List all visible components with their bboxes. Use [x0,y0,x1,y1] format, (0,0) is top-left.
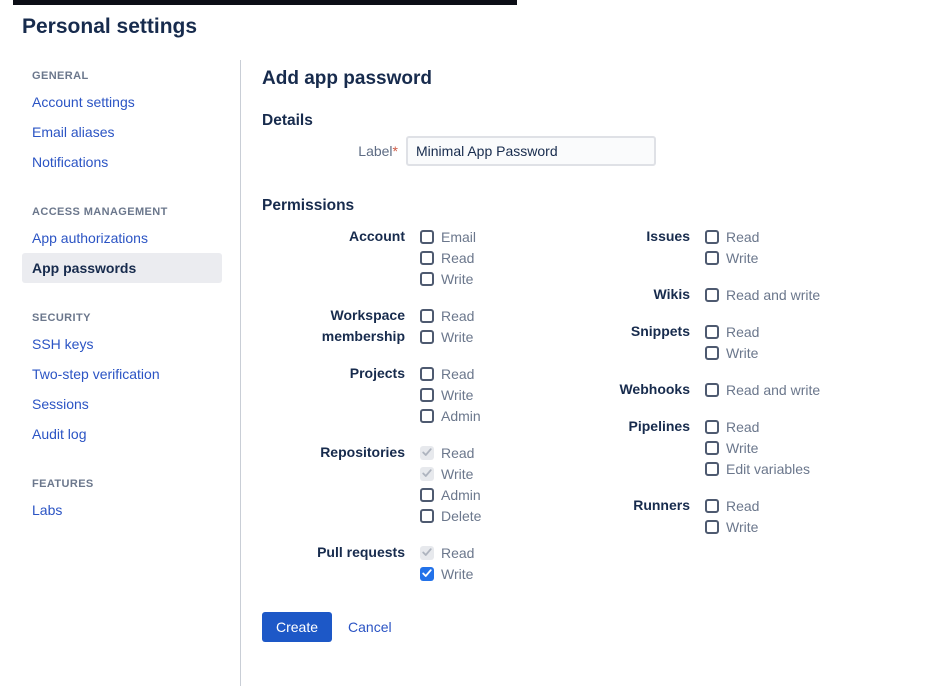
sidebar-item-notifications[interactable]: Notifications [32,154,109,170]
checkbox-checked[interactable] [420,567,434,581]
checkbox-unchecked[interactable] [420,251,434,265]
perm-option-pull-requests-write[interactable] [420,563,474,584]
checkbox-unchecked[interactable] [705,441,719,455]
perm-option-account-email[interactable] [420,226,476,247]
checkbox-checked-disabled[interactable] [420,467,434,481]
perm-options-issues [705,226,759,268]
perm-option-label: Read [726,323,760,340]
perm-group-repositories [262,442,558,526]
permissions-column-left [262,226,558,600]
perm-option-account-read[interactable] [420,247,476,268]
sidebar-section-title-general: GENERAL [32,70,89,82]
perm-option-wikis-read-and-write[interactable] [705,284,820,305]
label-input[interactable] [406,136,656,166]
perm-group-label-repositories: Repositories [320,444,405,460]
required-asterisk: * [392,143,398,159]
perm-option-projects-read[interactable] [420,363,481,384]
perm-options-webhooks [705,379,820,400]
perm-options-projects [420,363,481,426]
perm-options-pipelines [705,416,810,479]
label-text: Label [358,143,393,159]
label-form-row [262,136,656,166]
perm-option-label: Read [726,228,760,245]
perm-option-webhooks-read-and-write[interactable] [705,379,820,400]
perm-option-label: Delete [441,507,482,524]
perm-group-label-pull-requests: Pull requests [317,544,405,560]
perm-option-issues-read[interactable] [705,226,759,247]
permissions-heading: Permissions [262,197,355,214]
perm-group-runners [560,495,860,537]
perm-group-workspace-membership [262,305,558,347]
checkbox-unchecked[interactable] [705,383,719,397]
perm-option-label: Admin [441,486,481,503]
perm-options-pull-requests [420,542,474,584]
perm-group-projects [262,363,558,426]
perm-option-runners-read[interactable] [705,495,759,516]
perm-group-webhooks [560,379,860,400]
perm-group-pull-requests [262,542,558,584]
perm-option-label: Read and write [726,286,821,303]
perm-options-account [420,226,476,289]
permissions-column-right [560,226,860,553]
checkbox-unchecked[interactable] [420,330,434,344]
checkbox-unchecked[interactable] [705,346,719,360]
sidebar-item-app-authorizations[interactable]: App authorizations [32,230,148,246]
form-actions [262,612,392,642]
checkbox-unchecked[interactable] [420,509,434,523]
page-title: Personal settings [22,15,198,38]
top-artifact-bar [13,0,517,5]
perm-option-repositories-admin[interactable] [420,484,481,505]
perm-option-projects-admin[interactable] [420,405,481,426]
sidebar [22,61,222,525]
perm-option-label: Read [441,365,475,382]
sidebar-item-audit-log[interactable]: Audit log [32,426,87,442]
perm-option-pipelines-edit-variables[interactable] [705,458,810,479]
perm-option-label: Write [726,439,759,456]
sidebar-item-labs[interactable]: Labs [32,502,63,518]
perm-group-label-wikis: Wikis [653,286,690,302]
perm-group-label-webhooks: Webhooks [619,381,690,397]
sidebar-item-account-settings[interactable]: Account settings [32,94,135,110]
perm-option-snippets-read[interactable] [705,321,759,342]
perm-option-issues-write[interactable] [705,247,759,268]
perm-option-label: Read and write [726,381,821,398]
perm-option-projects-write[interactable] [420,384,481,405]
perm-option-repositories-read[interactable] [420,442,481,463]
checkbox-checked-disabled[interactable] [420,446,434,460]
checkbox-unchecked[interactable] [420,488,434,502]
checkbox-unchecked[interactable] [705,520,719,534]
checkbox-unchecked[interactable] [420,230,434,244]
perm-group-label-account: Account [349,228,405,244]
label-field-label [262,136,398,166]
perm-group-label-workspace-membership: Workspace membership [321,307,405,344]
perm-group-issues [560,226,860,268]
checkbox-unchecked[interactable] [705,462,719,476]
checkbox-unchecked[interactable] [705,288,719,302]
perm-option-label: Read [441,544,475,561]
perm-option-label: Write [441,270,474,287]
checkbox-unchecked[interactable] [420,309,434,323]
perm-option-pipelines-read[interactable] [705,416,810,437]
details-heading: Details [262,112,313,129]
checkbox-unchecked[interactable] [420,409,434,423]
perm-option-snippets-write[interactable] [705,342,759,363]
perm-group-label-pipelines: Pipelines [628,418,690,434]
cancel-link[interactable]: Cancel [348,619,392,635]
perm-option-label: Read [726,497,760,514]
perm-option-workspace-membership-read[interactable] [420,305,474,326]
perm-option-label: Write [441,328,474,345]
checkbox-unchecked[interactable] [420,272,434,286]
perm-option-repositories-write[interactable] [420,463,481,484]
sidebar-item-ssh-keys[interactable]: SSH keys [32,336,94,352]
main-title: Add app password [262,68,432,89]
checkbox-unchecked[interactable] [420,388,434,402]
perm-option-label: Write [441,565,474,582]
sidebar-item-email-aliases[interactable]: Email aliases [32,124,115,140]
perm-option-runners-write[interactable] [705,516,759,537]
perm-group-label-runners: Runners [633,497,690,513]
perm-option-account-write[interactable] [420,268,476,289]
perm-option-label: Read [726,418,760,435]
checkbox-unchecked[interactable] [420,367,434,381]
checkbox-checked-disabled[interactable] [420,546,434,560]
sidebar-item-two-step-verification[interactable]: Two-step verification [32,366,160,382]
perm-option-repositories-delete[interactable] [420,505,481,526]
perm-option-label: Write [726,344,759,361]
perm-option-label: Write [441,465,474,482]
perm-options-wikis [705,284,820,305]
checkbox-unchecked[interactable] [705,251,719,265]
checkbox-unchecked[interactable] [705,499,719,513]
perm-group-wikis [560,284,860,305]
perm-option-label: Admin [441,407,481,424]
perm-option-label: Read [441,444,475,461]
perm-option-workspace-membership-write[interactable] [420,326,474,347]
checkbox-unchecked[interactable] [705,420,719,434]
checkbox-unchecked[interactable] [705,325,719,339]
perm-option-label: Write [726,518,759,535]
perm-group-label-snippets: Snippets [630,323,690,339]
sidebar-section-title-security: SECURITY [32,312,91,324]
sidebar-section-title-access-management: ACCESS MANAGEMENT [32,206,168,218]
sidebar-item-app-passwords[interactable]: App passwords [22,253,222,283]
create-button[interactable]: Create [262,612,332,642]
perm-option-pipelines-write[interactable] [705,437,810,458]
perm-group-label-projects: Projects [349,365,405,381]
perm-option-label: Write [726,249,759,266]
sidebar-section-title-features: FEATURES [32,478,94,490]
checkbox-unchecked[interactable] [705,230,719,244]
perm-option-label: Read [441,249,475,266]
sidebar-item-sessions[interactable]: Sessions [32,396,89,412]
perm-group-account [262,226,558,289]
perm-options-runners [705,495,759,537]
perm-options-repositories [420,442,481,526]
perm-option-pull-requests-read[interactable] [420,542,474,563]
perm-option-label: Read [441,307,475,324]
perm-option-label: Edit variables [726,460,811,477]
perm-options-workspace-membership [420,305,474,347]
perm-group-pipelines [560,416,860,479]
sidebar-divider [240,60,241,686]
perm-option-label: Write [441,386,474,403]
perm-group-label-issues: Issues [646,228,690,244]
perm-option-label: Email [441,228,477,245]
perm-options-snippets [705,321,759,363]
perm-group-snippets [560,321,860,363]
